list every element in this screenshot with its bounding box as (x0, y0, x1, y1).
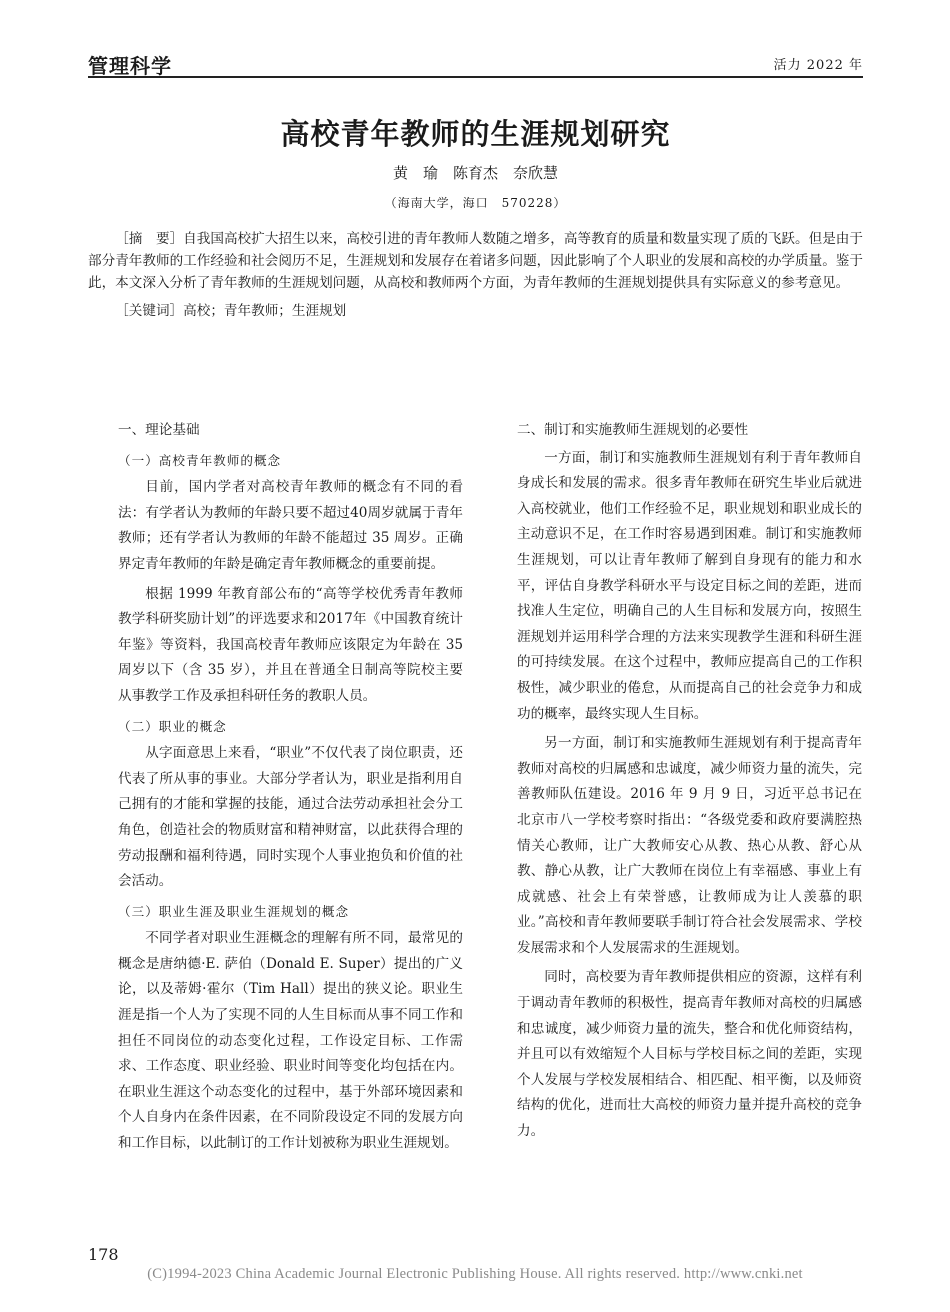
subsection-heading-1-3: （三）职业生涯及职业生涯规划的概念 (118, 903, 350, 919)
copyright-footer: (C)1994-2023 China Academic Journal Electronic Publishing House. All rights reserved. http://www.cnki.net (147, 1266, 803, 1282)
paragraph: 一方面，制订和实施教师生涯规划有利于青年教师自身成长和发展的需求。很多青年教师在研究生毕业后就进入高校就业，他们工作经验不足，职业规划和职业成长的主动意识不足，在工作时容易遇到困难。制订和实施教师生涯规划，可以让青年教师了解到自身现有的能力和水平，评估自身教学科研水平与设定目标之间的差距，进而找准人生定位，明确自己的人生目标和发展方向，按照生涯规划并运用科学合理的方法来实现教学生涯和科研生涯的可持续发展。在这个过程中，教师应提高自己的工作积极性，减少职业的倦怠，从而提高自己的社会竞争力和成功的概率，最终实现人生目标。 (517, 449, 862, 722)
subsection-heading-1-1: （一）高校青年教师的概念 (118, 452, 282, 468)
keywords: ［关键词］高校；青年教师；生涯规划 (115, 303, 347, 319)
paragraph: 同时，高校要为青年教师提供相应的资源，这样有利于调动青年教师的积极性，提高青年教师对高校的归属感和忠诚度，减少师资力量的流失，整合和优化师资结构，并且可以有效缩短个人目标与学校目标之间的差距，实现个人发展与学校发展相结合、相匹配、相平衡，以及师资结构的优化，进而壮大高校的师资力量并提升高校的竞争力。 (517, 969, 862, 1140)
article-authors: 黄 瑜 陈育杰 奈欣慧 (392, 164, 558, 182)
section-heading-1: 一、理论基础 (118, 422, 200, 438)
article-title: 高校青年教师的生涯规划研究 (280, 117, 671, 151)
paragraph: 目前，国内学者对高校青年教师的概念有不同的看法：有学者认为教师的年龄只要不超过40周岁就属于青年教师；还有学者认为教师的年龄不能超过 35 周岁。正确界定青年教师的年龄是确定青年教师概念的重要前提。 (118, 479, 463, 572)
page-header (88, 44, 863, 78)
section-heading-2: 二、制订和实施教师生涯规划的必要性 (517, 422, 749, 438)
journal-name: 管理科学 (88, 54, 172, 78)
header-divider (88, 76, 863, 78)
right-column (517, 418, 862, 1149)
abstract-block (88, 228, 863, 322)
paragraph: 根据 1999 年教育部公布的“高等学校优秀青年教师教学科研奖励计划”的评选要求和2017年《中国教育统计年鉴》等资料，我国高校青年教师应该限定为年龄在 35 周岁以下（含 35 岁），并且在普通全日制高等院校主要从事教学工作及承担科研任务的教职人员。 (118, 585, 463, 704)
abstract-text: ［摘 要］自我国高校扩大招生以来，高校引进的青年教师人数随之增多，高等教育的质量和数量实现了质的飞跃。但是由于部分青年教师的工作经验和社会阅历不足，生涯规划和发展存在着诸多问题，因此影响了个人职业的发展和高校的办学质量。鉴于此，本文深入分析了青年教师的生涯规划问题，从高校和教师两个方面，为青年教师的生涯规划提供具有实际意义的参考意见。 (88, 231, 863, 291)
paragraph: 另一方面，制订和实施教师生涯规划有利于提高青年教师对高校的归属感和忠诚度，减少师资力量的流失，完善教师队伍建设。2016 年 9 月 9 日，习近平总书记在北京市八一学校考察时指出：“各级党委和政府要满腔热情关心教师，让广大教师安心从教、热心从教、舒心从教、静心从教，让广大教师在岗位上有幸福感、事业上有成就感、社会上有荣誉感，让教师成为让人羡慕的职业。”高校和青年教师要联手制订符合社会发展需求、学校发展需求和个人发展需求的生涯规划。 (517, 735, 862, 956)
author-affiliation: （海南大学，海口 570228） (384, 196, 567, 210)
paragraph: 从字面意思上来看，“职业”不仅代表了岗位职责，还代表了所从事的事业。大部分学者认为，职业是指利用自己拥有的才能和掌握的技能，通过合法劳动承担社会分工角色，创造社会的物质财富和精神财富，以此获得合理的劳动报酬和福利待遇，同时实现个人事业抱负和价值的社会活动。 (118, 745, 463, 890)
paragraph: 不同学者对职业生涯概念的理解有所不同，最常见的概念是唐纳德·E. 萨伯（Donald E. Super）提出的广义论，以及蒂姆·霍尔（Tim Hall）提出的狭义论。职业生涯是指一个人为了实现不同的人生目标而从事不同工作和担任不同岗位的动态变化过程，工作设定目标、工作需求、工作态度、职业经验、职业时间等变化均包括在内。在职业生涯这个动态变化的过程中，基于外部环境因素和个人自身内在条件因素，在不同阶段设定不同的发展方向和工作目标，以此制订的工作计划被称为职业生涯规划。 (118, 930, 463, 1152)
subsection-heading-1-2: （二）职业的概念 (118, 718, 227, 734)
left-column (118, 418, 463, 1161)
issue-info: 活力 2022 年 (773, 58, 863, 73)
page-number: 178 (88, 1245, 119, 1264)
